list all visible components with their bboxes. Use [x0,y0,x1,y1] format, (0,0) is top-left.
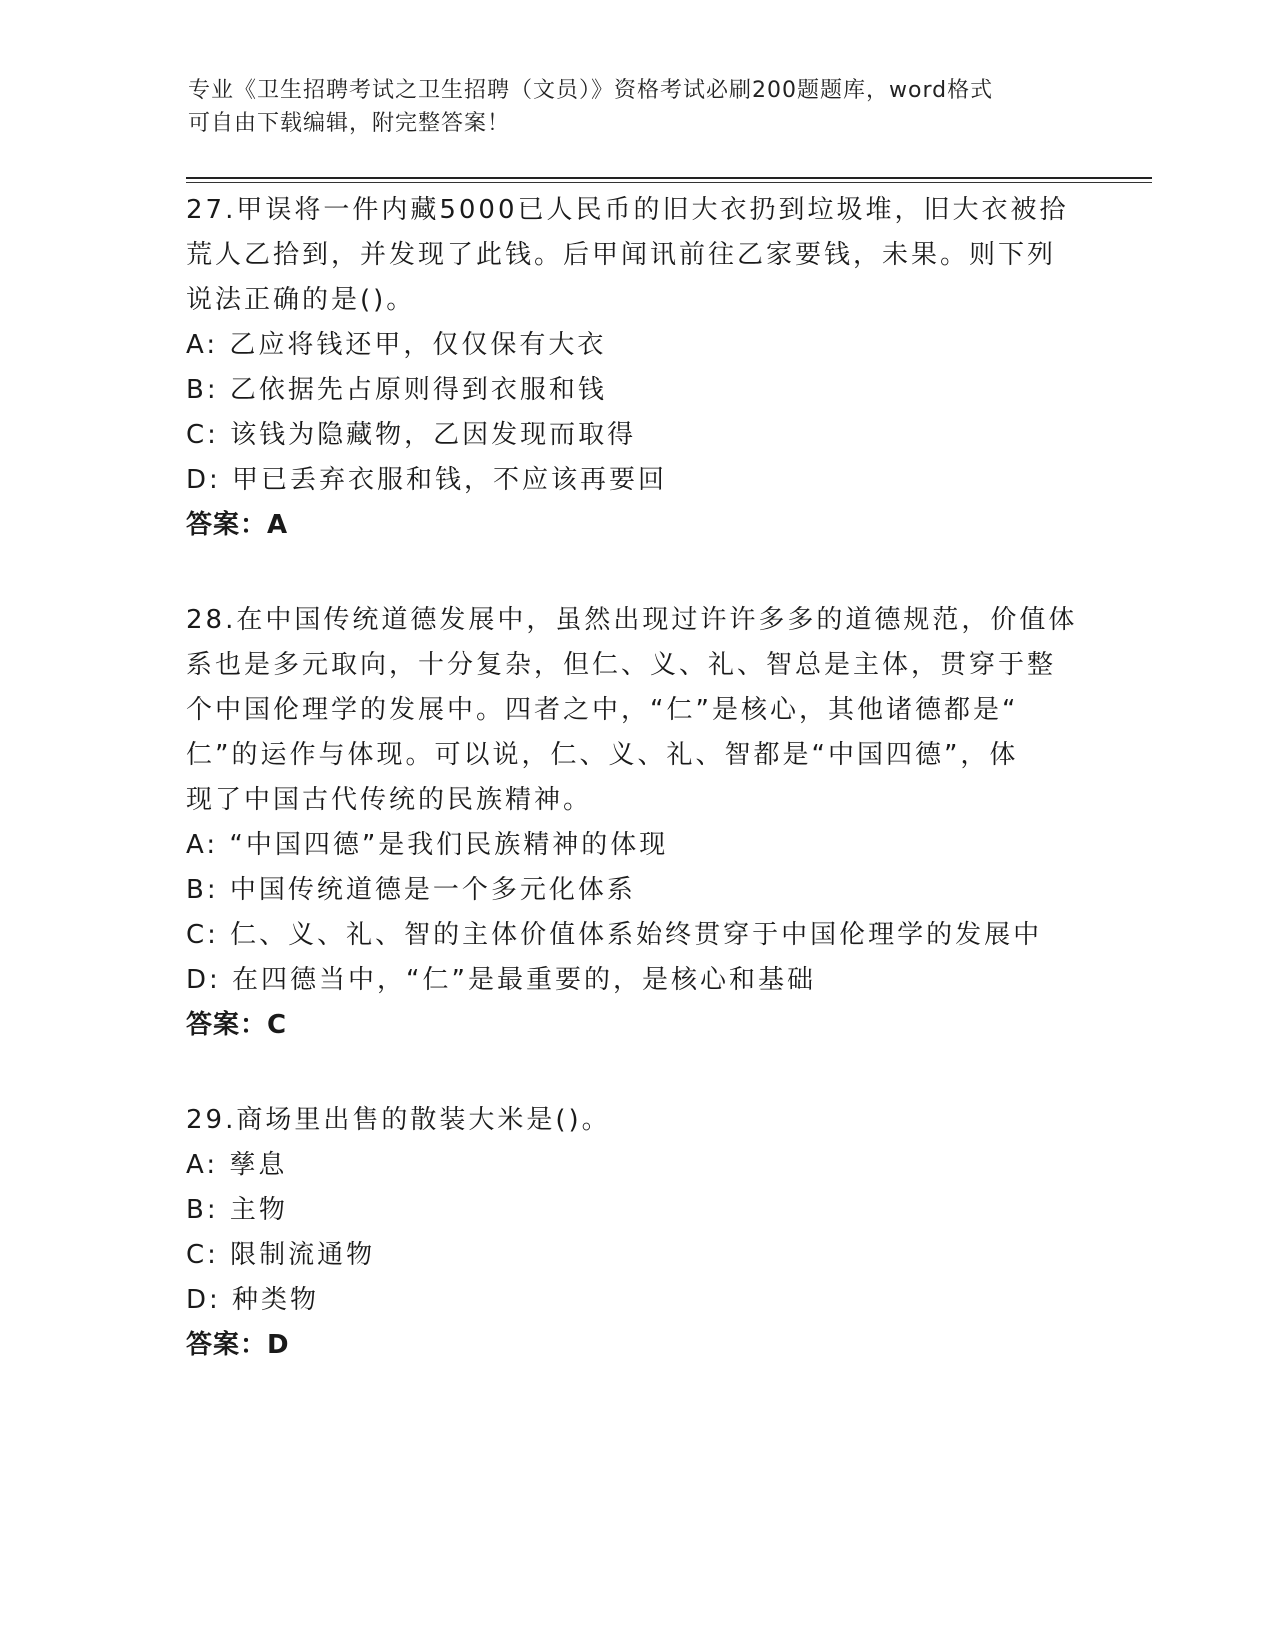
question-text-line: 27.甲误将一件内藏5000已人民币的旧大衣扔到垃圾堆，旧大衣被拾 [186,195,1069,225]
question-28 [186,598,1086,1048]
header-divider-thick [186,177,1152,179]
option-b: B: 中国传统道德是一个多元化体系 [186,875,636,905]
answer-label: 答案：A [186,510,289,540]
option-c: C: 该钱为隐藏物，乙因发现而取得 [186,420,637,450]
option-a: A: “中国四德”是我们民族精神的体现 [186,830,669,860]
option-c: C: 限制流通物 [186,1240,376,1270]
option-a: A: 乙应将钱还甲，仅仅保有大衣 [186,330,607,360]
question-text-line: 仁”的运作与体现。可以说，仁、义、礼、智都是“中国四德”，体 [186,740,1019,770]
option-d: D: 甲已丢弃衣服和钱，不应该再要回 [186,465,668,495]
question-text-line: 荒人乙拾到，并发现了此钱。后甲闻讯前往乙家要钱，未果。则下列 [186,240,1057,270]
option-d: D: 种类物 [186,1285,320,1315]
header-line-1: 专业《卫生招聘考试之卫生招聘（文员）》资格考试必刷200题题库，word格式 [188,78,994,103]
header-divider-thin [186,182,1152,183]
document-header [188,74,1068,140]
option-b: B: 乙依据先占原则得到衣服和钱 [186,375,607,405]
question-29 [186,1098,1086,1368]
question-text-line: 个中国伦理学的发展中。四者之中，“仁”是核心，其他诸德都是“ [186,695,1019,725]
question-text-line: 系也是多元取向，十分复杂，但仁、义、礼、智总是主体，贯穿于整 [186,650,1057,680]
answer-label: 答案：C [186,1010,288,1040]
option-a: A: 孳息 [186,1150,288,1180]
option-c: C: 仁、义、礼、智的主体价值体系始终贯穿于中国伦理学的发展中 [186,920,1043,950]
question-27 [186,188,1086,548]
question-text-line: 现了中国古代传统的民族精神。 [186,785,593,815]
question-text-line: 28.在中国传统道德发展中，虽然出现过许许多多的道德规范，价值体 [186,605,1078,635]
header-line-2: 可自由下载编辑，附完整答案！ [188,111,511,136]
answer-label: 答案：D [186,1330,290,1360]
question-text-line: 说法正确的是()。 [186,285,416,315]
option-b: B: 主物 [186,1195,288,1225]
question-text-line: 29.商场里出售的散装大米是()。 [186,1105,611,1135]
option-d: D: 在四德当中，“仁”是最重要的，是核心和基础 [186,965,816,995]
